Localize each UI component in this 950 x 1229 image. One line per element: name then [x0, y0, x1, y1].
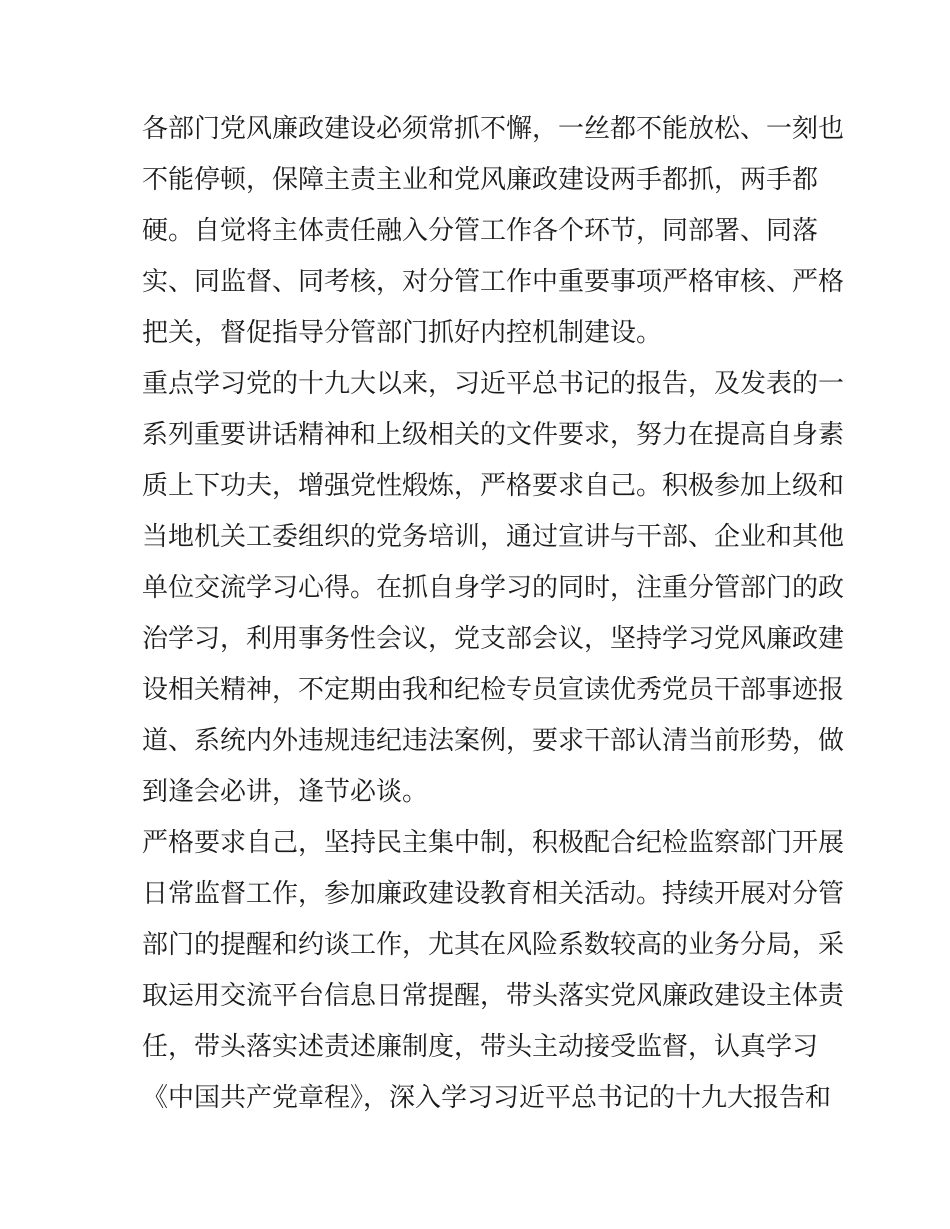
- paragraph-1: [142, 104, 845, 359]
- text-line: 道、系统内外违规违纪违法案例，要求干部认清当前形势，做: [142, 726, 845, 756]
- paragraph-3: [142, 818, 845, 1124]
- text-line: 设相关精神，不定期由我和纪检专员宣读优秀党员干部事迹报: [142, 675, 845, 705]
- text-line: 严格要求自己，坚持民主集中制，积极配合纪检监察部门开展: [142, 828, 845, 858]
- text-line: 日常监督工作，参加廉政建设教育相关活动。持续开展对分管: [142, 879, 845, 909]
- text-line: 部门的提醒和约谈工作，尤其在风险系数较高的业务分局，采: [142, 930, 845, 960]
- text-line: 硬。自觉将主体责任融入分管工作各个环节，同部署、同落: [142, 216, 819, 246]
- document-body: [142, 104, 845, 1124]
- paragraph-2: [142, 359, 845, 818]
- text-line: 当地机关工委组织的党务培训，通过宣讲与干部、企业和其他: [142, 522, 845, 552]
- text-line: 治学习，利用事务性会议，党支部会议，坚持学习党风廉政建: [142, 624, 845, 654]
- text-line: 到逢会必讲，逢节必谈。: [142, 777, 429, 807]
- text-line: 《中国共产党章程》，深入学习习近平总书记的十九大报告和: [142, 1083, 832, 1113]
- text-line: 质上下功夫，增强党性煅炼，严格要求自己。积极参加上级和: [142, 471, 845, 501]
- text-line: 取运用交流平台信息日常提醒，带头落实党风廉政建设主体责: [142, 981, 845, 1011]
- text-line: 把关，督促指导分管部门抓好内控机制建设。: [142, 318, 663, 348]
- text-line: 系列重要讲话精神和上级相关的文件要求，努力在提高自身素: [142, 420, 845, 450]
- text-line: 实、同监督、同考核，对分管工作中重要事项严格审核、严格: [142, 267, 845, 297]
- text-line: 任，带头落实述责述廉制度，带头主动接受监督，认真学习: [142, 1032, 819, 1062]
- text-line: 单位交流学习心得。在抓自身学习的同时，注重分管部门的政: [142, 573, 845, 603]
- text-line: 不能停顿，保障主责主业和党风廉政建设两手都抓，两手都: [142, 165, 819, 195]
- text-line: 重点学习党的十九大以来，习近平总书记的报告，及发表的一: [142, 369, 845, 399]
- text-line: 各部门党风廉政建设必须常抓不懈，一丝都不能放松、一刻也: [142, 114, 845, 144]
